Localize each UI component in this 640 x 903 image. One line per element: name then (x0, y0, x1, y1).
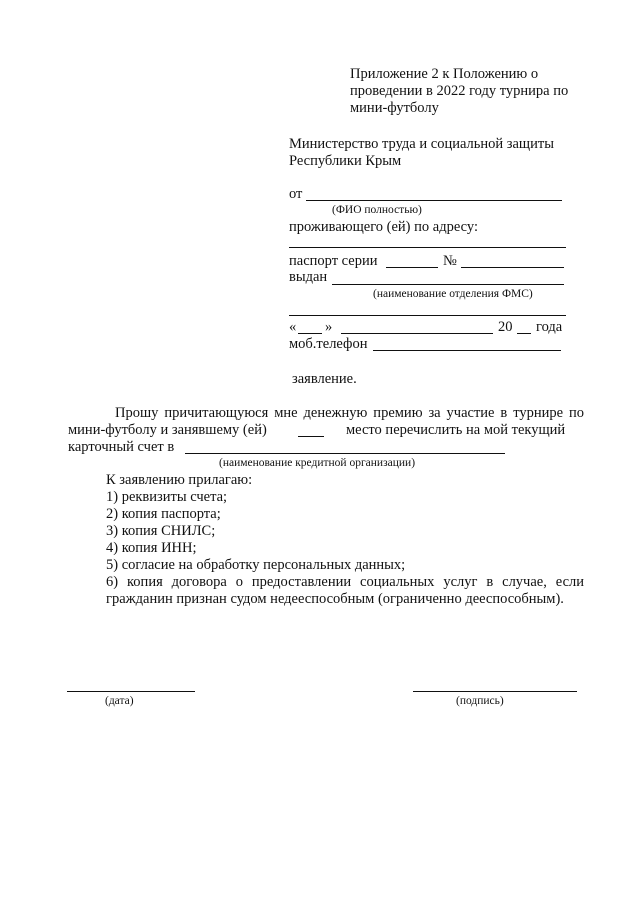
fms-line (289, 315, 566, 316)
day-line (298, 333, 322, 334)
date-hint: (дата) (105, 695, 134, 707)
address-label: проживающего (ей) по адресу: (289, 219, 478, 235)
body-line-2-part-1: мини-футболу и занявшему (ей) (68, 422, 267, 438)
recipient-line-2: Республики Крым (289, 153, 402, 169)
appendix-line-1: Приложение 2 к Положению о (350, 66, 539, 82)
signature-line (413, 691, 577, 692)
year-line (517, 333, 531, 334)
body-line-3: карточный счет в (68, 439, 175, 455)
place-line (298, 436, 324, 437)
passport-number-line (461, 267, 564, 268)
signature-hint: (подпись) (456, 695, 504, 707)
address-line (289, 247, 566, 248)
issued-label: выдан (289, 269, 328, 285)
fms-hint: (наименование отделения ФМС) (373, 288, 533, 300)
phone-line (373, 350, 561, 351)
attachment-item-6-line-1: 6) копия договора о предоставлении социальных услуг в случае, если (106, 574, 584, 590)
attachment-item: 5) согласие на обработку персональных данных; (106, 557, 406, 573)
appendix-line-2: проведении в 2022 году турнира по (350, 83, 569, 99)
recipient-line-1: Министерство труда и социальной защиты (289, 136, 554, 152)
bank-hint: (наименование кредитной организации) (219, 457, 416, 469)
appendix-line-3: мини-футболу (350, 100, 439, 116)
issued-line (332, 284, 564, 285)
bank-line (185, 453, 505, 454)
passport-label: паспорт серии (289, 253, 378, 269)
fio-hint: (ФИО полностью) (332, 204, 422, 216)
month-line (341, 333, 493, 334)
document-title: заявление. (292, 371, 357, 387)
date-close-quote: » (325, 319, 333, 335)
passport-number-sign: № (443, 253, 457, 269)
date-open-quote: « (289, 319, 297, 335)
attachment-item: 1) реквизиты счета; (106, 489, 228, 505)
year-suffix: года (536, 319, 563, 335)
body-line-2-part-2: место перечислить на мой текущий (346, 422, 566, 438)
fio-line (306, 200, 562, 201)
attachment-item-6-line-2: гражданин признан судом недееспособным (ограниченно дееспособным). (106, 591, 564, 607)
attachments-intro: К заявлению прилагаю: (106, 472, 253, 488)
year-prefix: 20 (498, 319, 513, 335)
passport-series-line (386, 267, 438, 268)
attachment-item: 4) копия ИНН; (106, 540, 197, 556)
date-line (67, 691, 195, 692)
phone-label: моб.телефон (289, 336, 368, 352)
attachment-item: 2) копия паспорта; (106, 506, 221, 522)
body-line-1: Прошу причитающуюся мне денежную премию за участие в турнире по (115, 405, 584, 421)
attachment-item: 3) копия СНИЛС; (106, 523, 216, 539)
from-label: от (289, 186, 303, 202)
